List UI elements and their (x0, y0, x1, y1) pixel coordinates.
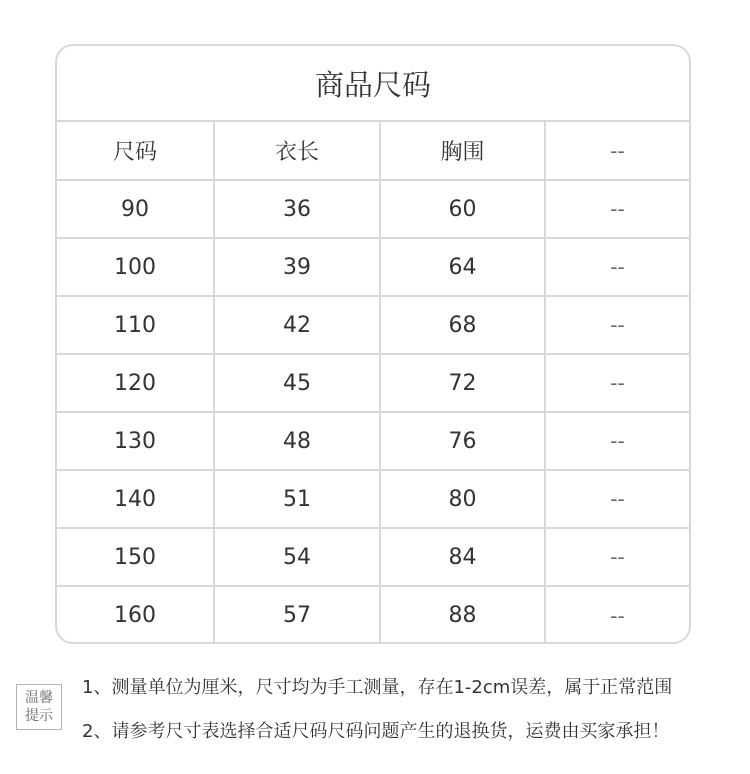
table-row (57, 586, 689, 644)
cell-size: 160 (57, 586, 214, 644)
table-row (57, 180, 689, 238)
cell-blank: -- (545, 354, 689, 412)
header-length: 衣长 (214, 122, 380, 180)
cell-length: 36 (214, 180, 380, 238)
table-row (57, 238, 689, 296)
cell-length: 39 (214, 238, 380, 296)
table-row (57, 412, 689, 470)
cell-size: 100 (57, 238, 214, 296)
table-header-row (57, 122, 689, 180)
cell-blank: -- (545, 470, 689, 528)
size-chart-card (55, 44, 691, 644)
cell-blank: -- (545, 180, 689, 238)
cell-chest: 72 (380, 354, 545, 412)
tip-returns: 2、请参考尺寸表选择合适尺码尺码问题产生的退换货，运费由买家承担！ (82, 721, 670, 742)
cell-size: 150 (57, 528, 214, 586)
cell-chest: 84 (380, 528, 545, 586)
cell-blank: -- (610, 603, 625, 628)
cell-chest: 64 (380, 238, 545, 296)
table-row (57, 296, 689, 354)
cell-blank: -- (545, 238, 689, 296)
size-chart-table (57, 122, 689, 644)
tip-measurement: 1、测量单位为厘米，尺寸均为手工测量，存在1-2cm误差，属于正常范围 (82, 677, 673, 698)
table-row (57, 528, 689, 586)
cell-size: 130 (57, 412, 214, 470)
cell-chest: 76 (380, 412, 545, 470)
cell-length: 51 (214, 470, 380, 528)
table-row (57, 354, 689, 412)
cell-size: 120 (57, 354, 214, 412)
cell-blank: -- (545, 296, 689, 354)
cell-length: 45 (214, 354, 380, 412)
cell-length: 48 (214, 412, 380, 470)
tips-section (16, 668, 736, 758)
cell-length: 57 (214, 586, 380, 644)
cell-chest: 60 (380, 180, 545, 238)
cell-length: 54 (214, 528, 380, 586)
cell-chest: 80 (380, 470, 545, 528)
cell-size: 110 (57, 296, 214, 354)
cell-blank: -- (545, 412, 689, 470)
cell-size: 90 (57, 180, 214, 238)
cell-chest: 68 (380, 296, 545, 354)
header-blank: -- (545, 122, 689, 180)
header-chest: 胸围 (380, 122, 545, 180)
cell-length: 42 (214, 296, 380, 354)
table-row (57, 470, 689, 528)
tips-badge (16, 684, 62, 730)
size-chart-title: 商品尺码 (57, 46, 689, 122)
cell-blank: -- (545, 528, 689, 586)
header-size: 尺码 (57, 122, 214, 180)
cell-size: 140 (57, 470, 214, 528)
cell-chest: 88 (380, 586, 545, 644)
tips-badge-line1: 温馨 (25, 690, 53, 706)
tips-badge-line2: 提示 (25, 708, 53, 724)
